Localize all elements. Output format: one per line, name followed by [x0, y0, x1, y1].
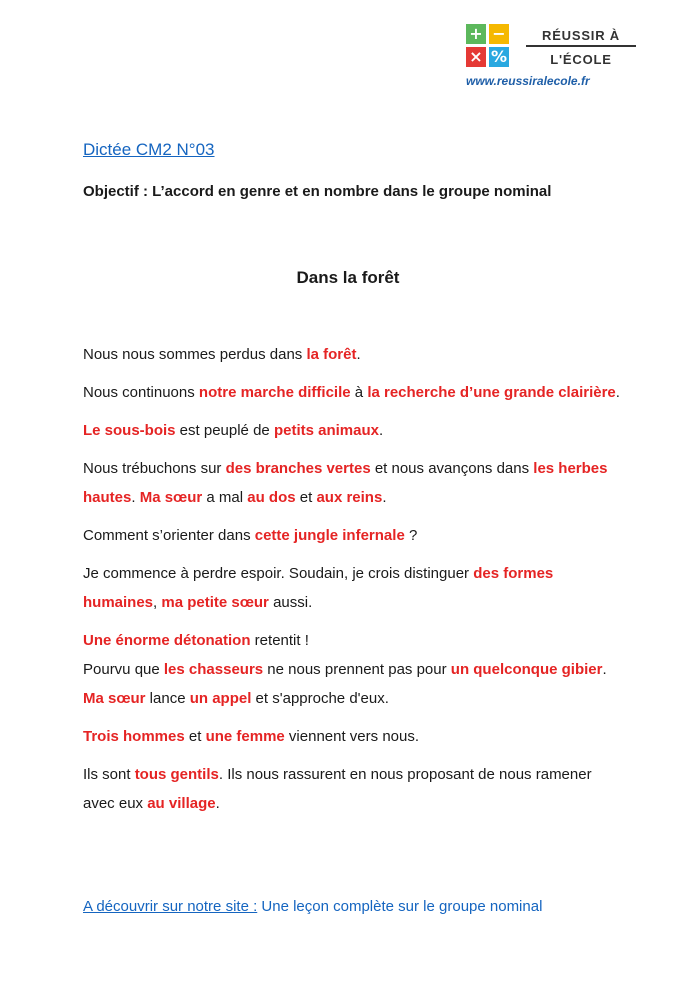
story-title: Dans la forêt [296, 268, 400, 287]
plain-text: aussi. [268, 594, 313, 611]
dictation-paragraph [83, 454, 623, 512]
plain-text: . [602, 661, 607, 678]
plain-text: est peuplé de [175, 422, 274, 439]
plain-text: et [295, 489, 317, 506]
highlighted-noun-group: Une énorme détonation [83, 632, 251, 649]
plain-text: , [153, 594, 162, 611]
highlighted-noun-group: des formes humaines [83, 565, 554, 611]
dictation-paragraph [83, 684, 623, 713]
dictation-paragraph [83, 626, 623, 655]
dictation-paragraph [83, 722, 623, 751]
highlighted-noun-group: une femme [205, 728, 285, 745]
highlighted-noun-group: Trois hommes [83, 728, 185, 745]
plain-text: Ils sont [83, 766, 135, 783]
logo-title: RÉUSSIR À [542, 28, 620, 43]
objective-text: Objectif : L’accord en genre et en nombre dans le groupe nominal [83, 183, 552, 200]
plain-text: lance [145, 690, 190, 707]
plain-text: . Ils nous rassurent en nous proposant de nous ramener avec eux [83, 766, 592, 812]
dictation-body [83, 340, 623, 827]
highlighted-noun-group: un appel [189, 690, 252, 707]
plain-text: Je commence à perdre espoir. Soudain, je crois distinguer [83, 565, 474, 582]
plain-text: Nous continuons [83, 384, 199, 401]
plain-text: Comment s’orienter dans [83, 527, 255, 544]
highlighted-noun-group: cette jungle infernale [254, 527, 405, 544]
highlighted-noun-group: aux reins [316, 489, 383, 506]
plain-text: et [184, 728, 206, 745]
highlighted-noun-group: ma petite sœur [161, 594, 269, 611]
plain-text: viennent vers nous. [284, 728, 420, 745]
dictation-paragraph [83, 378, 623, 407]
footer-lesson-link[interactable] [83, 898, 542, 915]
highlighted-noun-group: les chasseurs [163, 661, 264, 678]
plus-tile-icon: + [466, 24, 486, 44]
dictation-title-link[interactable]: Dictée CM2 N°03 [83, 140, 215, 159]
plain-text: . [382, 489, 387, 506]
plain-text: retentit ! [250, 632, 309, 649]
dictation-paragraph [83, 559, 623, 617]
dictation-paragraph [83, 760, 623, 818]
logo-url-link[interactable]: www.reussiralecole.fr [466, 74, 590, 88]
highlighted-noun-group: des branches vertes [225, 460, 371, 477]
site-logo[interactable] [466, 24, 656, 94]
highlighted-noun-group: tous gentils [134, 766, 219, 783]
highlighted-noun-group: petits animaux [273, 422, 379, 439]
footer-link-prefix[interactable]: A découvrir sur notre site : [83, 898, 258, 915]
footer-link-text[interactable]: Une leçon complète sur le groupe nominal [257, 898, 543, 915]
highlighted-noun-group: notre marche difficile [198, 384, 351, 401]
dictation-paragraph [83, 416, 623, 445]
plain-text: et nous avançons dans [370, 460, 534, 477]
highlighted-noun-group: au dos [247, 489, 296, 506]
plain-text: à [350, 384, 368, 401]
minus-tile-icon: − [489, 24, 509, 44]
plain-text: Pourvu que [83, 661, 164, 678]
plain-text: Nous trébuchons sur [83, 460, 226, 477]
plain-text: . [131, 489, 140, 506]
highlighted-noun-group: Ma sœur [139, 489, 203, 506]
plain-text: et s'approche d'eux. [251, 690, 389, 707]
highlighted-noun-group: la forêt [306, 346, 357, 363]
plain-text: . [215, 795, 220, 812]
dictation-paragraph [83, 655, 623, 684]
logo-divider [526, 45, 636, 47]
highlighted-noun-group: les herbes hautes [83, 460, 608, 506]
logo-subtitle: L'ÉCOLE [550, 52, 612, 67]
plain-text: Nous nous sommes perdus dans [83, 346, 307, 363]
dictation-paragraph [83, 340, 623, 369]
highlighted-noun-group: Le sous-bois [83, 422, 176, 439]
percent-tile-icon: % [490, 47, 508, 66]
plain-text: . [615, 384, 620, 401]
plain-text: ne nous prennent pas pour [263, 661, 451, 678]
plain-text: . [378, 422, 384, 439]
dictation-paragraph [83, 521, 623, 550]
highlighted-noun-group: la recherche d’une grande clairière [367, 384, 616, 401]
highlighted-noun-group: un quelconque gibier [450, 661, 603, 678]
plain-text: ? [404, 527, 418, 544]
times-tile-icon: × [466, 47, 486, 67]
plain-text: a mal [202, 489, 248, 506]
highlighted-noun-group: Ma sœur [83, 690, 146, 707]
plain-text: . [356, 346, 361, 363]
highlighted-noun-group: au village [147, 795, 216, 812]
